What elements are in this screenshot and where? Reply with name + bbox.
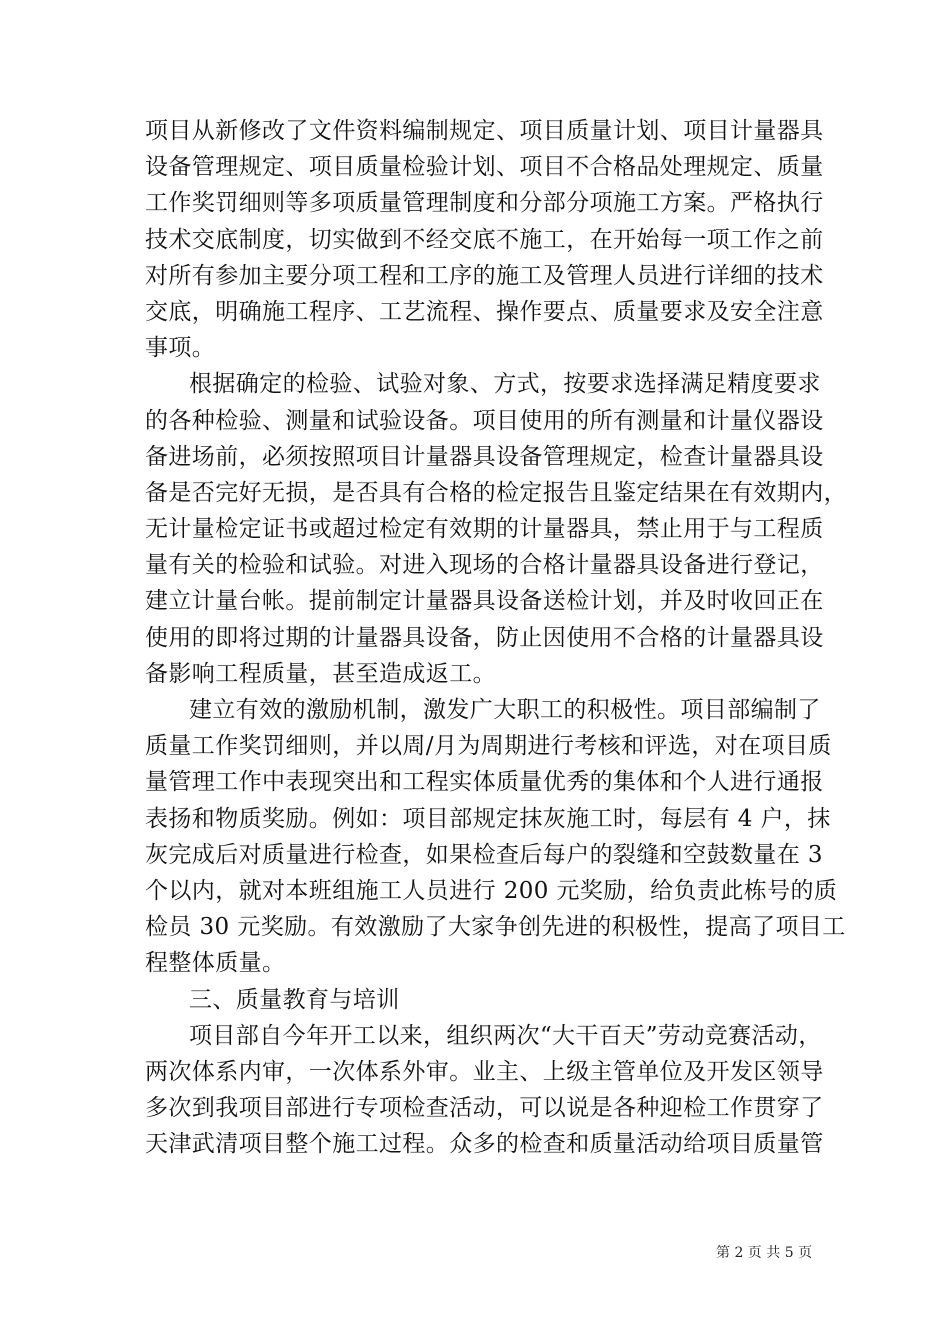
- text-line: 事项。: [145, 335, 216, 362]
- text-line: 备是否完好无损，是否具有合格的检定报告且鉴定结果在有效期内，: [145, 479, 847, 506]
- text-line: 程整体质量。: [145, 950, 286, 977]
- text-line: 项目部自今年开工以来，组织两次“大干百天”劳动竞赛活动，: [189, 1022, 822, 1049]
- text-line: 设备管理规定、项目质量检验计划、项目不合格品处理规定、质量: [145, 154, 824, 181]
- text-line: 灰完成后对质量进行检查，如果检查后每户的裂缝和空鼓数量在 3: [145, 841, 823, 868]
- text-line: 量管理工作中表现突出和工程实体质量优秀的集体和个人进行通报: [145, 769, 824, 796]
- text-line: 项目从新修改了文件资料编制规定、项目质量计划、项目计量器具: [145, 118, 824, 144]
- text-line: 备进场前，必须按照项目计量器具设备管理规定，检查计量器具设: [145, 443, 824, 470]
- paragraph: [145, 1018, 824, 1163]
- text-line: 三、质量教育与培训: [189, 986, 400, 1013]
- text-line: 个以内，就对本班组施工人员进行 200 元奖励，给负责此栋号的质: [145, 877, 838, 904]
- text-line: 备影响工程质量，甚至造成返工。: [145, 660, 496, 687]
- text-line: 表扬和物质奖励。例如：项目部规定抹灰施工时，每层有 4 户，抹: [145, 805, 831, 832]
- text-line: 建立计量台帐。提前制定计量器具设备送检计划，并及时收回正在: [145, 588, 824, 615]
- text-line: 质量工作奖罚细则，并以周/月为周期进行考核和评选，对在项目质: [145, 733, 832, 760]
- text-line: 天津武清项目整个施工过程。众多的检查和质量活动给项目质量管: [145, 1131, 824, 1158]
- paragraph: [145, 113, 824, 366]
- text-line: 的各种检验、测量和试验设备。项目使用的所有测量和计量仪器设: [145, 407, 824, 434]
- paragraph: [145, 692, 846, 982]
- text-line: 对所有参加主要分项工程和工序的施工及管理人员进行详细的技术: [145, 262, 824, 289]
- text-line: 量有关的检验和试验。对进入现场的合格计量器具设备进行登记，: [145, 552, 824, 579]
- text-line: 使用的即将过期的计量器具设备，防止因使用不合格的计量器具设: [145, 624, 824, 651]
- text-line: 无计量检定证书或超过检定有效期的计量器具，禁止用于与工程质: [145, 516, 824, 543]
- text-line: 根据确定的检验、试验对象、方式，按要求选择满足精度要求: [189, 371, 821, 398]
- text-line: 两次体系内审，一次体系外审。业主、上级主管单位及开发区领导: [145, 1058, 824, 1085]
- page-number-footer: 第 2 页 共 5 页: [716, 1245, 813, 1261]
- text-line: 多次到我项目部进行专项检查活动，可以说是各种迎检工作贯穿了: [145, 1095, 824, 1122]
- document-body: [145, 113, 847, 1162]
- text-line: 技术交底制度，切实做到不经交底不施工，在开始每一项工作之前: [145, 226, 824, 253]
- text-line: 建立有效的激励机制，激发广大职工的积极性。项目部编制了: [189, 697, 821, 723]
- text-line: 检员 30 元奖励。有效激励了大家争创先进的积极性，提高了项目工: [145, 914, 846, 941]
- paragraph: [145, 366, 847, 692]
- text-line: 交底，明确施工程序、工艺流程、操作要点、质量要求及安全注意: [145, 298, 824, 325]
- paragraph: [145, 982, 809, 1018]
- text-line: 工作奖罚细则等多项质量管理制度和分部分项施工方案。严格执行: [145, 190, 824, 217]
